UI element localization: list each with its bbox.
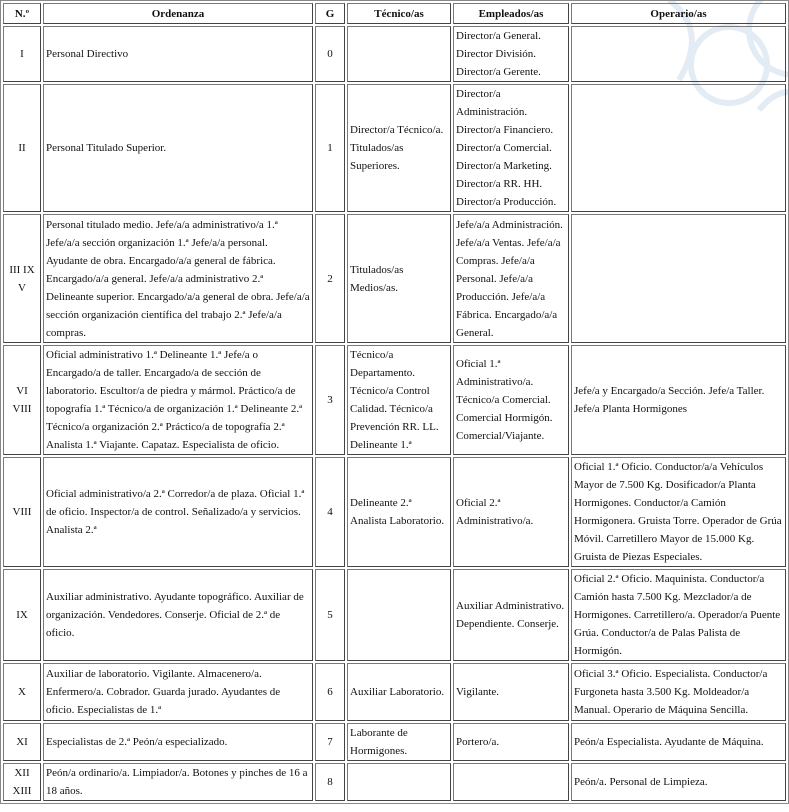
table-row — [3, 569, 786, 661]
cell-ordenanza: Personal Titulado Superior. — [43, 84, 313, 212]
cell-tecnicos: Auxiliar Laboratorio. — [347, 663, 451, 721]
cell-num: III IX V — [3, 214, 41, 343]
table-header-row — [3, 3, 786, 24]
cell-empleados: Auxiliar Administrativo. Dependiente. Conserje. — [453, 569, 569, 661]
header-g: G — [315, 3, 345, 24]
cell-g: 3 — [315, 345, 345, 455]
cell-empleados: Vigilante. — [453, 663, 569, 721]
cell-num: IX — [3, 569, 41, 661]
cell-empleados: Portero/a. — [453, 723, 569, 761]
cell-num: II — [3, 84, 41, 212]
cell-empleados: Director/a Administración. Director/a Financiero. Director/a Comercial. Director/a Marketing. Director/a RR. HH. Director/a Producción. — [453, 84, 569, 212]
cell-g: 8 — [315, 763, 345, 801]
cell-g: 7 — [315, 723, 345, 761]
cell-num: VIII — [3, 457, 41, 567]
cell-ordenanza: Auxiliar de laboratorio. Vigilante. Almacenero/a. Enfermero/a. Cobrador. Guarda jurado. Ayudantes de oficio. Especialistas de 1.ª — [43, 663, 313, 721]
table-row — [3, 763, 786, 801]
table-row — [3, 26, 786, 82]
cell-tecnicos: Titulados/as Medios/as. — [347, 214, 451, 343]
cell-num: VI VIII — [3, 345, 41, 455]
cell-g: 6 — [315, 663, 345, 721]
cell-g: 5 — [315, 569, 345, 661]
header-ordenanza: Ordenanza — [43, 3, 313, 24]
cell-tecnicos: Delineante 2.ª Analista Laboratorio. — [347, 457, 451, 567]
cell-operarios: Peón/a. Personal de Limpieza. — [571, 763, 786, 801]
cell-ordenanza: Oficial administrativo 1.ª Delineante 1.ª Jefe/a o Encargado/a de taller. Encargado/a de sección de laboratorio. Escultor/a de piedra y mármol. Práctico/a de topografía 1.ª Técnico/a de organización 1.ª Delineante 2.ª Técnico/a organización 2.ª Práctico/a de topografía 2.ª Analista 1.ª Viajante. Capataz. Especialista de oficio. — [43, 345, 313, 455]
header-empleados: Empleados/as — [453, 3, 569, 24]
cell-g: 2 — [315, 214, 345, 343]
cell-tecnicos — [347, 569, 451, 661]
cell-g: 4 — [315, 457, 345, 567]
cell-empleados: Oficial 1.ª Administrativo/a. Técnico/a Comercial. Comercial Hormigón. Comercial/Viajante. — [453, 345, 569, 455]
cell-empleados: Oficial 2.ª Administrativo/a. — [453, 457, 569, 567]
cell-operarios: Oficial 1.ª Oficio. Conductor/a/a Vehículos Mayor de 7.500 Kg. Dosificador/a Planta Hormigones. Conductor/a Camión Hormigonera. Gruista Torre. Operador de Grúa Móvil. Carretillero Mayor de 15.000 Kg. Gruista de Piezas Especiales. — [571, 457, 786, 567]
cell-empleados — [453, 763, 569, 801]
cell-ordenanza: Personal Directivo — [43, 26, 313, 82]
cell-tecnicos — [347, 26, 451, 82]
cell-operarios: Peón/a Especialista. Ayudante de Máquina. — [571, 723, 786, 761]
table-row — [3, 84, 786, 212]
cell-empleados: Jefe/a/a Administración. Jefe/a/a Ventas. Jefe/a/a Compras. Jefe/a/a Personal. Jefe/a/a Producción. Jefe/a/a Fábrica. Encargado/a/a General. — [453, 214, 569, 343]
cell-num: X — [3, 663, 41, 721]
cell-num: XI — [3, 723, 41, 761]
cell-operarios: Oficial 2.ª Oficio. Maquinista. Conductor/a Camión hasta 7.500 Kg. Mezclador/a de Hormigones. Carretillero/a. Operador/a Puente Grúa. Conductor/a de Palas Palista de Hormigón. — [571, 569, 786, 661]
cell-operarios — [571, 26, 786, 82]
cell-operarios: Jefe/a y Encargado/a Sección. Jefe/a Taller. Jefe/a Planta Hormigones — [571, 345, 786, 455]
header-tecnicos: Técnico/as — [347, 3, 451, 24]
cell-ordenanza: Auxiliar administrativo. Ayudante topográfico. Auxiliar de organización. Vendedores. Conserje. Oficial de 2.ª de oficio. — [43, 569, 313, 661]
cell-operarios — [571, 84, 786, 212]
header-num: N.º — [3, 3, 41, 24]
cell-num: XII XIII — [3, 763, 41, 801]
cell-empleados: Director/a General. Director División. Director/a Gerente. — [453, 26, 569, 82]
cell-tecnicos — [347, 763, 451, 801]
cell-operarios: Oficial 3.ª Oficio. Especialista. Conductor/a Furgoneta hasta 3.500 Kg. Moldeador/a Manual. Operario de Máquina Sencilla. — [571, 663, 786, 721]
table-row — [3, 214, 786, 343]
cell-g: 1 — [315, 84, 345, 212]
cell-ordenanza: Personal titulado medio. Jefe/a/a administrativo/a 1.ª Jefe/a/a sección organización 1.ª Jefe/a/a personal. Ayudante de obra. Encargado/a/a general de fábrica. Encargado/a/a general. Jefe/a/a administrativo 2.ª Delineante superior. Encargado/a/a general de obra. Jefe/a/a sección organización científica del trabajo 2.ª Jefe/a/a compras. — [43, 214, 313, 343]
cell-g: 0 — [315, 26, 345, 82]
cell-tecnicos: Laborante de Hormigones. — [347, 723, 451, 761]
cell-operarios — [571, 214, 786, 343]
cell-tecnicos: Técnico/a Departamento. Técnico/a Control Calidad. Técnico/a Prevención RR. LL. Delineante 1.ª — [347, 345, 451, 455]
table-row — [3, 345, 786, 455]
cell-num: I — [3, 26, 41, 82]
table-row — [3, 723, 786, 761]
cell-tecnicos: Director/a Técnico/a. Titulados/as Superiores. — [347, 84, 451, 212]
cell-ordenanza: Peón/a ordinario/a. Limpiador/a. Botones y pinches de 16 a 18 años. — [43, 763, 313, 801]
cell-ordenanza: Especialistas de 2.ª Peón/a especializado. — [43, 723, 313, 761]
cell-ordenanza: Oficial administrativo/a 2.ª Corredor/a de plaza. Oficial 1.ª de oficio. Inspector/a de control. Señalizado/a y servicios. Analista 2.ª — [43, 457, 313, 567]
header-operarios: Operario/as — [571, 3, 786, 24]
table-row — [3, 457, 786, 567]
table-row — [3, 663, 786, 721]
